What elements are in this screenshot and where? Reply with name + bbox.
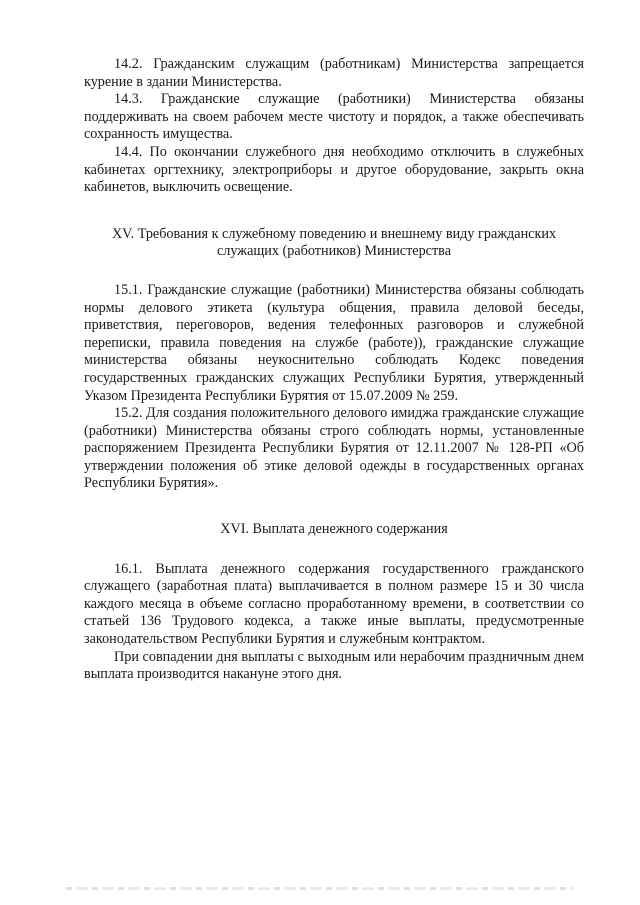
paragraph-14-3: 14.3. Гражданские служащие (работники) Министерства обязаны поддерживать на своем рабочем месте чистоту и порядок, а также обеспечивать сохранность имущества. (84, 91, 584, 143)
section-15-heading-line-2: служащих (работников) Министерства (217, 243, 451, 260)
section-15-heading-line-1: XV. Требования к служебному поведению и внешнему виду гражданских (111, 225, 557, 242)
document-page (84, 56, 584, 684)
scan-artifact-line (66, 887, 574, 890)
paragraph-16-2: При совпадении дня выплаты с выходным или нерабочим праздничным днем выплата производится накануне этого дня. (84, 648, 584, 683)
paragraph-15-2: 15.2. Для создания положительного делового имиджа гражданские служащие (работники) Министерства обязаны строго соблюдать нормы, установленные распоряжением Президента Республики Бурятия от 12.11.2007 № 128-РП «Об утверждении положения об этике деловой одежды в государственных органах Республики Бурятия». (84, 405, 584, 492)
paragraph-14-4: 14.4. По окончании служебного дня необходимо отключить в служебных кабинетах оргтехнику, электроприборы и другое оборудование, закрыть окна кабинетов, выключить освещение. (84, 143, 584, 196)
paragraph-15-1: 15.1. Гражданские служащие (работники) Министерства обязаны соблюдать нормы делового этикета (культура общения, правила деловой беседы, приветствия, переговоров, ведения телефонных разговоров и служебной переписки, правила поведения на службе (работе)), гражданские служащие министерства обязаны неукоснительно соблюдать Кодекс поведения государственных гражданских служащих Республики Бурятия, утвержденный Указом Президента Республики Бурятия от 15.07.2009 № 259. (84, 281, 584, 404)
paragraph-16-1: 16.1. Выплата денежного содержания государственного гражданского служащего (заработная плата) выплачивается в полном размере 15 и 30 числа каждого месяца в объеме согласно проработанному времени, в соответствии со статьей 136 Трудового кодекса, а также иные выплаты, предусмотренные законодательством Республики Бурятия и служебным контрактом. (84, 560, 584, 648)
section-15-heading (84, 226, 584, 261)
paragraph-14-2: 14.2. Гражданским служащим (работникам) Министерства запрещается курение в здании Министерства. (84, 56, 584, 90)
section-16-heading: XVI. Выплата денежного содержания (220, 521, 448, 538)
